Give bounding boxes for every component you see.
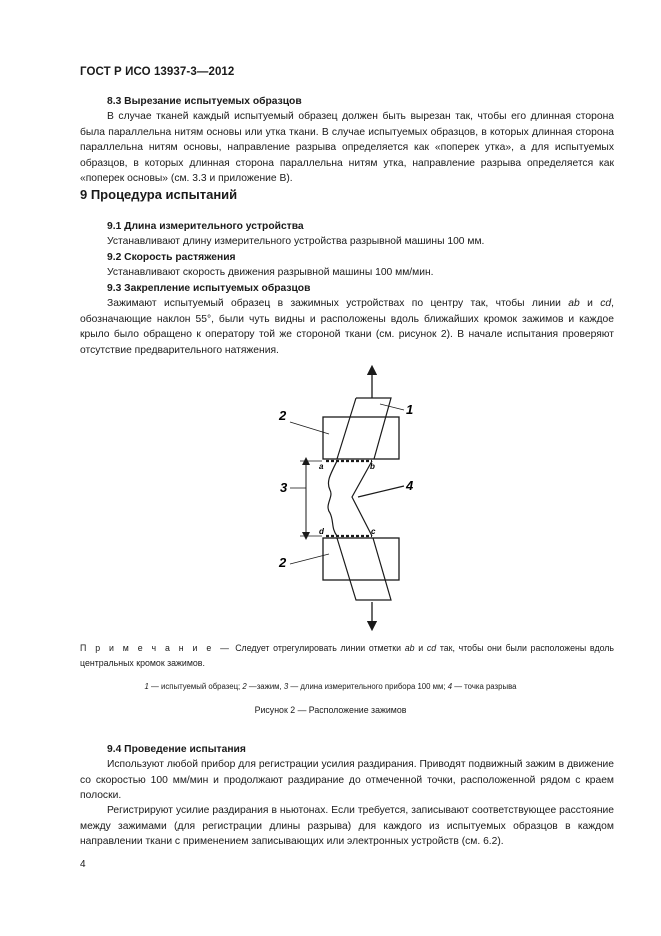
section-8-3-title: 8.3 Вырезание испытуемых образцов (107, 96, 302, 107)
section-9-1-title: 9.1 Длина измерительного устройства (107, 221, 304, 232)
leader-1 (380, 404, 404, 410)
figure-legend (0, 682, 661, 691)
legend-text: —зажим, (246, 682, 284, 691)
specimen-tear-notch (352, 461, 372, 536)
section-9-3-text-part: и (579, 298, 601, 309)
legend-text: — испытуемый образец; (148, 682, 243, 691)
section-9-3-text-part: , обозначающие наклон 55°, были чуть видны и расположены вдоль ближайших кромок зажимов и каждое крыло было обращено к оператору той же стороной ткани (см. рисунок 2). В начале испытания проверяют отсутствие предварительного натяжения. (80, 298, 614, 356)
label-2-top: 2 (279, 408, 287, 423)
label-2-bottom: 2 (279, 555, 287, 570)
document-header: ГОСТ Р ИСО 13937-3—2012 (80, 66, 235, 78)
section-9-4-text-2: Регистрируют усилие раздирания в ньютонах. Если требуется, записывают соответствующее расстояние между зажимами (для регистрации длины разрыва) для каждого из испытуемых образцов в каждом направлении ткани с применением записывающих или электронных устройств (см. 6.2). (80, 805, 614, 848)
section-9-4-text-1: Используют любой прибор для регистрации усилия раздирания. Приводят подвижный зажим в движение со скоростью 100 мм/мин и продолжают раздирание до отмеченной точки, расположенной рядом с краем полоски. (80, 759, 614, 802)
section-9-title: 9 Процедура испытаний (80, 187, 238, 202)
legend-num: 3 (283, 682, 289, 691)
note-text: и (414, 643, 427, 653)
point-d: d (319, 527, 324, 536)
legend-num: 1 (144, 682, 149, 691)
note-lead: П р и м е ч а н и е — (80, 643, 232, 653)
leader-4 (358, 486, 404, 497)
figure-note (80, 641, 614, 671)
section-9-1-text: Устанавливают длину измерительного устройства разрывной машины 100 мм. (107, 236, 485, 247)
section-8-3-text: В случае тканей каждый испытуемый образец должен быть вырезан так, чтобы его длинная сторона была параллельна нитям основы или утка ткани. В случае испытуемых образцов, в которых длинная сторона параллельна нитям основы, направление разрыва определяется как «поперек утка», а для испытуемых образцов, в которых длинная сторона параллельна нитям утка, направление разрыва определяется как «поперек основы» (см. 3.3 и приложение В). (80, 111, 614, 185)
bottom-clamp (323, 538, 399, 580)
page-number: 4 (80, 859, 86, 870)
point-b: b (370, 462, 375, 471)
line-cd-ref: cd (600, 298, 612, 309)
note-text: Следует отрегулировать линии отметки (231, 643, 405, 653)
note-ab: ab (404, 643, 415, 653)
section-9-2-text: Устанавливают скорость движения разрывной машины 100 мм/мин. (107, 267, 434, 278)
line-ab-ref: ab (568, 298, 580, 309)
note-text: так, чтобы они были расположены вдоль центральных кромок зажимов. (80, 643, 615, 668)
specimen-torn-edge (328, 461, 337, 536)
label-1: 1 (406, 402, 414, 417)
label-3: 3 (280, 480, 288, 495)
point-a: a (319, 462, 324, 471)
label-4: 4 (406, 478, 414, 493)
figure-caption: Рисунок 2 — Расположение зажимов (254, 705, 407, 715)
legend-text: — длина измерительного прибора 100 мм; (288, 682, 448, 691)
legend-text: — точка разрыва (452, 682, 517, 691)
top-clamp (323, 417, 399, 459)
section-9-3-title: 9.3 Закрепление испытуемых образцов (107, 283, 311, 294)
section-9-2-title: 9.2 Скорость растяжения (107, 252, 236, 263)
legend-num: 2 (242, 682, 247, 691)
section-9-4-title: 9.4 Проведение испытания (107, 744, 246, 755)
point-c: c (371, 527, 376, 536)
section-9-3-text-part: Зажимают испытуемый образец в зажимных устройствах по центру так, чтобы линии (107, 298, 569, 309)
legend-num: 4 (447, 682, 453, 691)
note-cd: cd (426, 643, 437, 653)
